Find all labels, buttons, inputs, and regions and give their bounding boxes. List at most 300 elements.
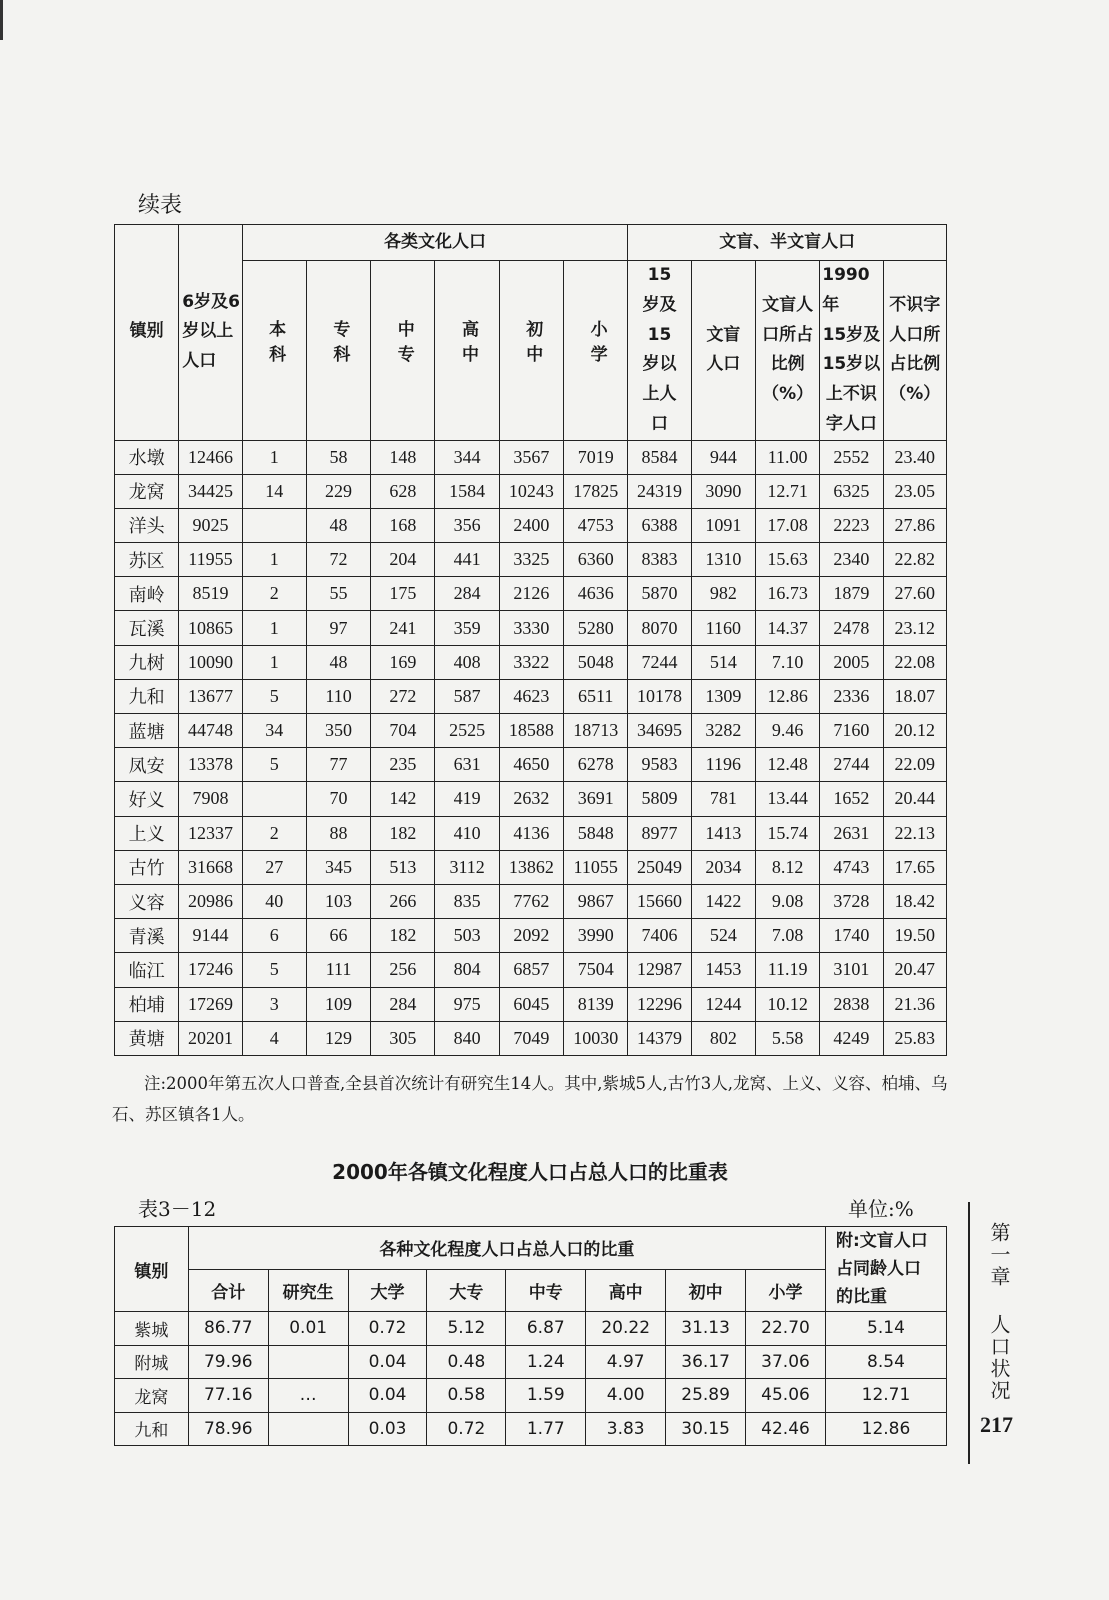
t2-header-col: 中专: [506, 1269, 586, 1312]
table-cell: 3567: [499, 440, 563, 474]
town-name-cell: 南岭: [115, 577, 179, 611]
table-cell: 1413: [691, 816, 755, 850]
table-cell: 109: [306, 987, 370, 1021]
table-cell: 0.72: [427, 1412, 506, 1446]
table-cell: 72: [306, 543, 370, 577]
table-cell: 8977: [628, 816, 691, 850]
continued-label: 续表: [138, 193, 183, 218]
table-cell: 12.71: [755, 474, 819, 508]
table-cell: 1310: [691, 543, 755, 577]
table-cell: 18.42: [883, 884, 946, 918]
table-cell: 34: [242, 714, 306, 748]
table-cell: [268, 1345, 348, 1379]
table-cell: 2838: [820, 987, 883, 1021]
table-cell: 284: [435, 577, 499, 611]
table-cell: 12466: [179, 440, 242, 474]
table-cell: 9144: [179, 919, 242, 953]
table-cell: 25.83: [883, 1021, 946, 1055]
table-cell: 2: [242, 577, 306, 611]
table-cell: 13378: [179, 748, 242, 782]
table-cell: 1: [242, 543, 306, 577]
table-row: [115, 919, 947, 953]
table-cell: 266: [371, 884, 435, 918]
header-edu-col: 高中: [435, 261, 499, 441]
table-cell: 350: [306, 714, 370, 748]
table-cell: 31668: [179, 850, 242, 884]
table-cell: 2400: [499, 508, 563, 542]
town-name-cell: 附城: [115, 1345, 189, 1379]
table-cell: 58: [306, 440, 370, 474]
table-cell: 20.22: [586, 1312, 666, 1346]
table1-body: [115, 440, 947, 1055]
table-cell: 3112: [435, 850, 499, 884]
table-cell: 20201: [179, 1021, 242, 1055]
table-cell: 48: [306, 645, 370, 679]
town-name-cell: 凤安: [115, 748, 179, 782]
table-row: [115, 1021, 947, 1055]
table-cell: 15.63: [755, 543, 819, 577]
table-cell: 1.59: [506, 1379, 586, 1413]
table-cell: 169: [371, 645, 435, 679]
table-cell: 44748: [179, 714, 242, 748]
table-cell: 3101: [820, 953, 883, 987]
table-cell: 305: [371, 1021, 435, 1055]
table-cell: 20.12: [883, 714, 946, 748]
t2-header-col: 研究生: [268, 1269, 348, 1312]
table-cell: 10090: [179, 645, 242, 679]
table-cell: 30.15: [666, 1412, 746, 1446]
table-cell: 1: [242, 440, 306, 474]
table-cell: 524: [691, 919, 755, 953]
table-cell: 15660: [628, 884, 691, 918]
table-cell: 5809: [628, 782, 691, 816]
table-cell: 12.48: [755, 748, 819, 782]
town-name-cell: 临江: [115, 953, 179, 987]
table-cell: 31.13: [666, 1312, 746, 1346]
table-cell: 410: [435, 816, 499, 850]
table-cell: 804: [435, 953, 499, 987]
table-cell: 77: [306, 748, 370, 782]
table-cell: 22.82: [883, 543, 946, 577]
table-cell: 22.09: [883, 748, 946, 782]
table-cell: 982: [691, 577, 755, 611]
table-cell: 12.86: [755, 679, 819, 713]
table-cell: 0.72: [348, 1312, 427, 1346]
table-cell: 2034: [691, 850, 755, 884]
table-cell: 86.77: [188, 1312, 268, 1346]
table-cell: 20.44: [883, 782, 946, 816]
table-cell: 10030: [564, 1021, 628, 1055]
town-name-cell: 义容: [115, 884, 179, 918]
t2-header-col: 初中: [666, 1269, 746, 1312]
table-cell: 9867: [564, 884, 628, 918]
table-cell: 14: [242, 474, 306, 508]
table-cell: 17.08: [755, 508, 819, 542]
table-cell: 441: [435, 543, 499, 577]
t2-header-appendix: 附:文盲人口占同龄人口的比重: [825, 1227, 946, 1312]
table-cell: 5848: [564, 816, 628, 850]
town-name-cell: 水墩: [115, 440, 179, 474]
table-row: [115, 782, 947, 816]
table2-unit: 单位:%: [848, 1197, 914, 1221]
table-cell: 1.77: [506, 1412, 586, 1446]
table-cell: 14379: [628, 1021, 691, 1055]
t2-header-col: 大专: [427, 1269, 506, 1312]
header-1990-illiterate-pop: 1990年 15岁及15岁以上不识字人口: [820, 261, 883, 441]
table-cell: 2126: [499, 577, 563, 611]
table-cell: 6: [242, 919, 306, 953]
table-cell: 6388: [628, 508, 691, 542]
table-cell: 13862: [499, 850, 563, 884]
table-cell: 1422: [691, 884, 755, 918]
town-name-cell: 苏区: [115, 543, 179, 577]
table-cell: 0.48: [427, 1345, 506, 1379]
table-cell: 944: [691, 440, 755, 474]
table-cell: 5.58: [755, 1021, 819, 1055]
table-cell: 11.00: [755, 440, 819, 474]
table-cell: 25049: [628, 850, 691, 884]
table-cell: 419: [435, 782, 499, 816]
table-cell: 2632: [499, 782, 563, 816]
header-education-group: 各类文化人口: [242, 225, 628, 261]
table-cell: 182: [371, 919, 435, 953]
header-edu-col: 中专: [371, 261, 435, 441]
header-edu-col: 专科: [306, 261, 370, 441]
table-cell: 781: [691, 782, 755, 816]
header-edu-col: 小学: [564, 261, 628, 441]
table-cell: 103: [306, 884, 370, 918]
table-cell: 5: [242, 953, 306, 987]
header-pop15: 15岁及15岁以上人口: [628, 261, 691, 441]
table-cell: 22.13: [883, 816, 946, 850]
table-cell: 79.96: [188, 1345, 268, 1379]
table-cell: 4650: [499, 748, 563, 782]
table-cell: 6360: [564, 543, 628, 577]
table-cell: 2005: [820, 645, 883, 679]
table-cell: 256: [371, 953, 435, 987]
header-edu-col: 初中: [499, 261, 563, 441]
table-cell: 17825: [564, 474, 628, 508]
table-cell: 6278: [564, 748, 628, 782]
table-cell: [242, 782, 306, 816]
table-cell: 9.08: [755, 884, 819, 918]
table-row: [115, 679, 947, 713]
town-name-cell: 蓝塘: [115, 714, 179, 748]
table-cell: 235: [371, 748, 435, 782]
table-cell: 37.06: [746, 1345, 826, 1379]
table-cell: 3330: [499, 611, 563, 645]
table-cell: 7.08: [755, 919, 819, 953]
table-cell: 23.05: [883, 474, 946, 508]
table-cell: 2092: [499, 919, 563, 953]
table-cell: 3990: [564, 919, 628, 953]
table-cell: 2552: [820, 440, 883, 474]
table-cell: 36.17: [666, 1345, 746, 1379]
table-cell: 9583: [628, 748, 691, 782]
table-note: 注:2000年第五次人口普查,全县首次统计有研究生14人。其中,紫城5人,古竹3人,龙窝、上义、义容、柏埔、乌石、苏区镇各1人。: [112, 1074, 948, 1124]
table-cell: 6045: [499, 987, 563, 1021]
table-cell: 14.37: [755, 611, 819, 645]
table-cell: 2340: [820, 543, 883, 577]
table-cell: 13677: [179, 679, 242, 713]
margin-rule: [968, 1202, 970, 1464]
table-cell: 1196: [691, 748, 755, 782]
table-cell: 0.01: [268, 1312, 348, 1346]
table-cell: 5: [242, 748, 306, 782]
table-cell: 40: [242, 884, 306, 918]
table-cell: 25.89: [666, 1379, 746, 1413]
table-cell: 5.12: [427, 1312, 506, 1346]
t2-header-col: 合计: [188, 1269, 268, 1312]
table-cell: 142: [371, 782, 435, 816]
town-education-table: [114, 224, 947, 1056]
table-cell: 356: [435, 508, 499, 542]
table-cell: 8.12: [755, 850, 819, 884]
town-name-cell: 古竹: [115, 850, 179, 884]
table-row: [115, 543, 947, 577]
table-cell: 704: [371, 714, 435, 748]
table-cell: 129: [306, 1021, 370, 1055]
table-cell: 27.60: [883, 577, 946, 611]
table-cell: 3728: [820, 884, 883, 918]
table-cell: 15.74: [755, 816, 819, 850]
table-row: [115, 1379, 947, 1413]
header-illiterate-pop: 文盲人口: [691, 261, 755, 441]
table-cell: 1: [242, 645, 306, 679]
header-1990-illiterate-ratio: 不识字人口所占比例（%）: [883, 261, 946, 441]
table-cell: 3090: [691, 474, 755, 508]
table-cell: 9.46: [755, 714, 819, 748]
table-cell: 70: [306, 782, 370, 816]
table-cell: 1309: [691, 679, 755, 713]
table-cell: 6325: [820, 474, 883, 508]
table-cell: 88: [306, 816, 370, 850]
table-cell: 42.46: [746, 1412, 826, 1446]
table2-body: [115, 1312, 947, 1446]
table-cell: 34695: [628, 714, 691, 748]
t2-header-col: 小学: [746, 1269, 826, 1312]
table-row: [115, 850, 947, 884]
table2-number: 表3－12: [138, 1197, 217, 1221]
table-cell: 1091: [691, 508, 755, 542]
table-cell: 2744: [820, 748, 883, 782]
town-name-cell: 龙窝: [115, 1379, 189, 1413]
table-cell: 835: [435, 884, 499, 918]
table-cell: 22.70: [746, 1312, 826, 1346]
table-row: [115, 1312, 947, 1346]
table-cell: 4136: [499, 816, 563, 850]
education-ratio-table: [114, 1226, 947, 1446]
table-cell: 503: [435, 919, 499, 953]
table-cell: 7.10: [755, 645, 819, 679]
table-cell: [242, 508, 306, 542]
table-cell: 12337: [179, 816, 242, 850]
table-cell: 2336: [820, 679, 883, 713]
town-name-cell: 青溪: [115, 919, 179, 953]
table-cell: 631: [435, 748, 499, 782]
header-illiteracy-group: 文盲、半文盲人口: [628, 225, 947, 261]
table-cell: 7406: [628, 919, 691, 953]
table-cell: 8139: [564, 987, 628, 1021]
table-cell: 628: [371, 474, 435, 508]
table-cell: 7160: [820, 714, 883, 748]
table-cell: 7049: [499, 1021, 563, 1055]
table-cell: 6511: [564, 679, 628, 713]
chapter-heading: 第一章 人口状况: [987, 1222, 1011, 1402]
table-cell: 9025: [179, 508, 242, 542]
table-cell: 4743: [820, 850, 883, 884]
table-cell: 241: [371, 611, 435, 645]
header-1990-year: 1990年: [822, 265, 870, 315]
table-cell: 48: [306, 508, 370, 542]
town-name-cell: 龙窝: [115, 474, 179, 508]
table-cell: 1652: [820, 782, 883, 816]
table-cell: 0.04: [348, 1379, 427, 1413]
town-name-cell: 瓦溪: [115, 611, 179, 645]
table-cell: 17.65: [883, 850, 946, 884]
table-cell: 5: [242, 679, 306, 713]
header-town: 镇别: [115, 225, 179, 441]
scan-edge-mark: [0, 0, 3, 40]
table-cell: 12987: [628, 953, 691, 987]
town-name-cell: 九和: [115, 1412, 189, 1446]
table-cell: 7762: [499, 884, 563, 918]
table-cell: 20986: [179, 884, 242, 918]
table-cell: 3.83: [586, 1412, 666, 1446]
table-cell: 12.71: [825, 1379, 946, 1413]
table-cell: 975: [435, 987, 499, 1021]
table-cell: 182: [371, 816, 435, 850]
table-cell: 55: [306, 577, 370, 611]
table-cell: 7019: [564, 440, 628, 474]
table-cell: 10.12: [755, 987, 819, 1021]
t2-header-col: 高中: [586, 1269, 666, 1312]
table-cell: 514: [691, 645, 755, 679]
table-row: [115, 440, 947, 474]
table-cell: 359: [435, 611, 499, 645]
table-cell: 2525: [435, 714, 499, 748]
table-cell: [268, 1412, 348, 1446]
table-cell: 8383: [628, 543, 691, 577]
table-row: [115, 884, 947, 918]
table-cell: 24319: [628, 474, 691, 508]
header-pop6: 6岁及6岁以上人口: [179, 225, 242, 441]
table-cell: 1: [242, 611, 306, 645]
table-cell: 344: [435, 440, 499, 474]
table-cell: 7908: [179, 782, 242, 816]
table-cell: 11955: [179, 543, 242, 577]
table-row: [115, 714, 947, 748]
table-cell: 23.40: [883, 440, 946, 474]
table-cell: 4.00: [586, 1379, 666, 1413]
table-cell: 8.54: [825, 1345, 946, 1379]
table-cell: 229: [306, 474, 370, 508]
table-cell: 4.97: [586, 1345, 666, 1379]
table-cell: 6.87: [506, 1312, 586, 1346]
table-cell: 408: [435, 645, 499, 679]
town-name-cell: 黄塘: [115, 1021, 179, 1055]
table-cell: 8519: [179, 577, 242, 611]
table-cell: 16.73: [755, 577, 819, 611]
table-cell: 1244: [691, 987, 755, 1021]
table-cell: 7244: [628, 645, 691, 679]
table-cell: 7504: [564, 953, 628, 987]
table-cell: 3: [242, 987, 306, 1021]
table-cell: 19.50: [883, 919, 946, 953]
town-name-cell: 好义: [115, 782, 179, 816]
table-cell: 802: [691, 1021, 755, 1055]
t2-header-town: 镇别: [115, 1227, 189, 1312]
table-row: [115, 611, 947, 645]
table-row: [115, 953, 947, 987]
table-cell: 4753: [564, 508, 628, 542]
table-cell: 513: [371, 850, 435, 884]
table-cell: 11.19: [755, 953, 819, 987]
table-cell: 2: [242, 816, 306, 850]
table-cell: 5870: [628, 577, 691, 611]
table-row: [115, 1412, 947, 1446]
table-cell: 3282: [691, 714, 755, 748]
table-cell: 21.36: [883, 987, 946, 1021]
table-cell: 8070: [628, 611, 691, 645]
table-cell: 2478: [820, 611, 883, 645]
table-cell: 4: [242, 1021, 306, 1055]
table-cell: 2631: [820, 816, 883, 850]
table-cell: 78.96: [188, 1412, 268, 1446]
table-cell: 3691: [564, 782, 628, 816]
table-row: [115, 577, 947, 611]
table-cell: 168: [371, 508, 435, 542]
table-cell: 0.58: [427, 1379, 506, 1413]
table-cell: 23.12: [883, 611, 946, 645]
table-cell: 110: [306, 679, 370, 713]
table-cell: 1740: [820, 919, 883, 953]
table-cell: 12296: [628, 987, 691, 1021]
table-cell: 18588: [499, 714, 563, 748]
table-cell: 0.03: [348, 1412, 427, 1446]
table-cell: 5.14: [825, 1312, 946, 1346]
table-cell: 27: [242, 850, 306, 884]
table-row: [115, 748, 947, 782]
table-cell: 1584: [435, 474, 499, 508]
table-cell: 10865: [179, 611, 242, 645]
table-cell: 17246: [179, 953, 242, 987]
table2-title: 2000年各镇文化程度人口占总人口的比重表: [332, 1160, 728, 1184]
table-cell: 11055: [564, 850, 628, 884]
table-cell: 27.86: [883, 508, 946, 542]
table-cell: 13.44: [755, 782, 819, 816]
table-cell: 17269: [179, 987, 242, 1021]
table-cell: 3322: [499, 645, 563, 679]
table-cell: 5280: [564, 611, 628, 645]
town-name-cell: 紫城: [115, 1312, 189, 1346]
table-cell: 4249: [820, 1021, 883, 1055]
table-row: [115, 816, 947, 850]
t2-header-group: 各种文化程度人口占总人口的比重: [188, 1227, 825, 1270]
table-cell: …: [268, 1379, 348, 1413]
town-name-cell: 上义: [115, 816, 179, 850]
table-cell: 8584: [628, 440, 691, 474]
table-cell: 45.06: [746, 1379, 826, 1413]
table-cell: 10243: [499, 474, 563, 508]
town-name-cell: 柏埔: [115, 987, 179, 1021]
table-cell: 10178: [628, 679, 691, 713]
table-cell: 840: [435, 1021, 499, 1055]
table-cell: 1160: [691, 611, 755, 645]
table-cell: 5048: [564, 645, 628, 679]
header-edu-col: 本科: [242, 261, 306, 441]
table-cell: 2223: [820, 508, 883, 542]
